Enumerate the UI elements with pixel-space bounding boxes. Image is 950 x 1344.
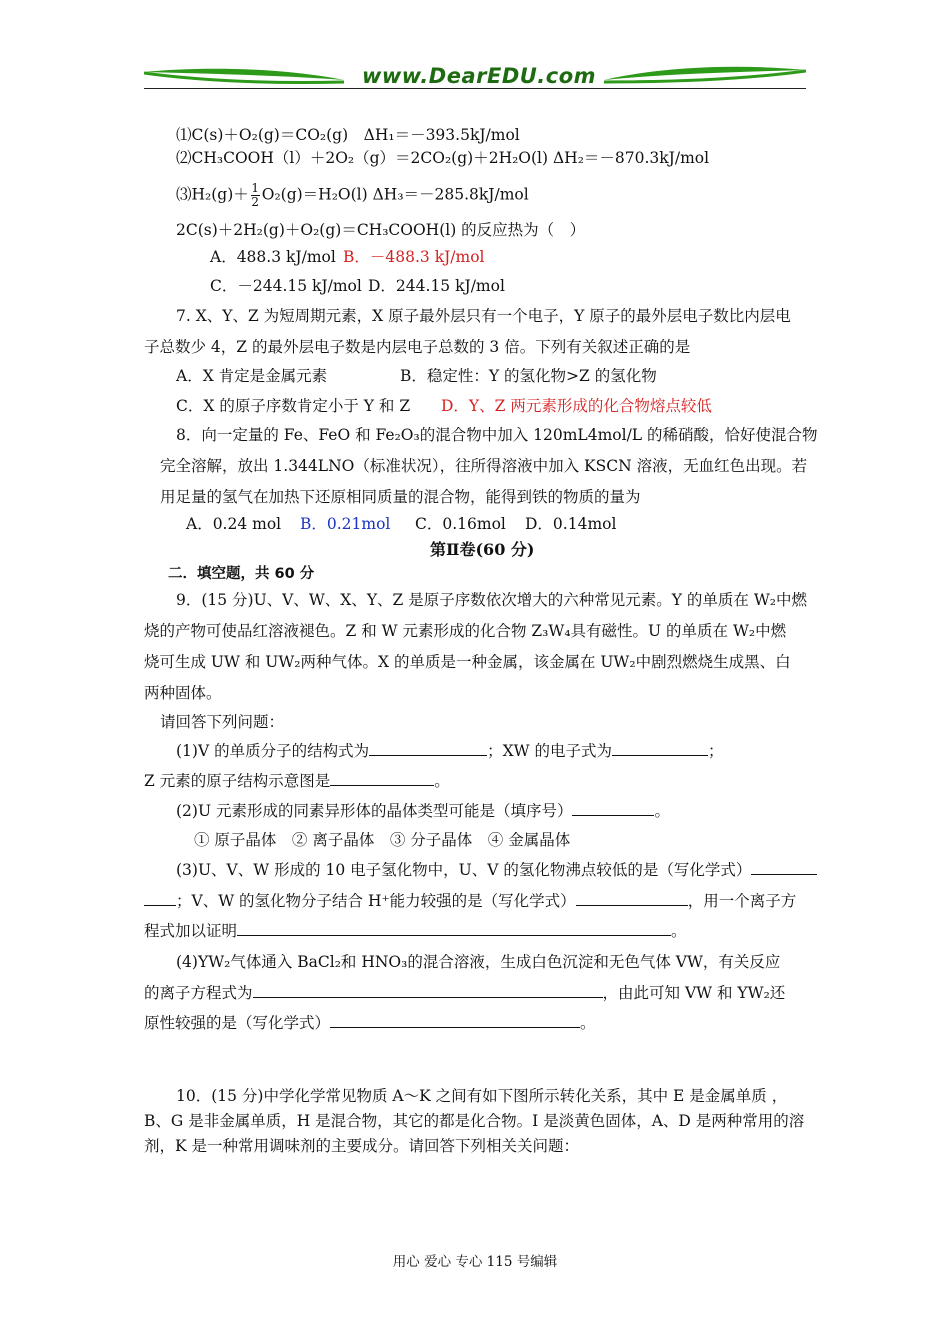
q6-equation-1: ⑴C(s)＋O₂(g)＝CO₂(g) ΔH₁＝－393.5kJ/mol [176, 126, 520, 144]
q7-option-d: D．Y、Z 两元素形成的化合物熔点较低 [441, 397, 712, 415]
q9-part-1-text-a: (1)V 的单质分子的结构式为 [176, 742, 370, 760]
answer-blank[interactable] [144, 890, 176, 906]
q9-part-3 [176, 859, 817, 881]
q6-option-d: D．244.15 kJ/mol [368, 277, 505, 295]
q10-line-3: 剂，K 是一种常用调味剂的主要成分。请回答下列相关关问题： [144, 1137, 580, 1155]
answer-blank[interactable] [253, 982, 603, 998]
q8-option-d: D．0.14mol [525, 515, 617, 533]
q7-line-1: 7. X、Y、Z 为短周期元素，X 原子最外层只有一个电子，Y 原子的最外层电子数比内层电 [176, 307, 791, 325]
q7-option-b: B．稳定性：Y 的氢化物>Z 的氢化物 [400, 367, 657, 385]
q7-option-a: A．X 肯定是金属元素 [176, 367, 328, 385]
answer-blank[interactable] [576, 890, 688, 906]
q8-line-2: 完全溶解，放出 1.344LNO（标准状况），往所得溶液中加入 KSCN 溶液，无血红色出现。若 [160, 457, 808, 475]
fraction-one-half [251, 182, 260, 209]
q9-part-1-text-d: Z 元素的原子结构示意图是 [144, 772, 331, 790]
q8-line-3: 用足量的氢气在加热下还原相同质量的混合物，能得到铁的物质的量为 [160, 488, 641, 506]
q8-option-b: B．0.21mol [300, 515, 391, 533]
q9-line-3: 烧可生成 UW 和 UW₂两种气体。X 的单质是一种金属，该金属在 UW₂中剧烈燃烧生成黑、白 [144, 653, 791, 671]
q7-option-c: C．X 的原子序数肯定小于 Y 和 Z [176, 397, 411, 415]
q9-part-2-options: ① 原子晶体 ② 离子晶体 ③ 分子晶体 ④ 金属晶体 [194, 831, 571, 849]
q9-part-2-text-a: (2)U 元素形成的同素异形体的晶体类型可能是（填序号） [176, 802, 573, 820]
answer-blank[interactable] [330, 1012, 580, 1028]
q9-line-2: 烧的产物可使品红溶液褪色。Z 和 W 元素形成的化合物 Z₃W₄具有磁性。U 的单质在 W₂中燃 [144, 622, 787, 640]
q6-equation-2: ⑵CH₃COOH（l）＋2O₂（g）＝2CO₂(g)＋2H₂O(l) ΔH₂＝－870.3kJ/mol [176, 149, 710, 167]
q6-equation-3 [176, 182, 529, 209]
answer-blank[interactable] [572, 800, 654, 816]
brand-logo-text: www.DearEDU.com [361, 64, 597, 88]
q8-option-a: A．0.24 mol [186, 515, 282, 533]
answer-blank[interactable] [751, 859, 817, 875]
answer-blank[interactable] [369, 740, 487, 756]
q8-option-c: C．0.16mol [415, 515, 506, 533]
section-2-heading: 二．填空题，共 60 分 [168, 566, 315, 582]
q8-line-1: 8．向一定量的 Fe、FeO 和 Fe₂O₃的混合物中加入 120mL4mol/L 的稀硝酸，恰好使混合物 [176, 426, 818, 444]
answer-blank[interactable] [330, 770, 434, 786]
answer-blank[interactable] [237, 920, 671, 936]
q6-stem: 2C(s)＋2H₂(g)＋O₂(g)＝CH₃COOH(l) 的反应热为（ ） [176, 221, 586, 239]
q9-part-1 [176, 740, 724, 762]
q9-part-1-line-2 [144, 770, 450, 792]
page-footer: 用心 爱心 专心 115 号编辑 [392, 1254, 558, 1270]
q10-line-1: 10．(15 分)中学化学常见物质 A～K 之间有如下图所示转化关系，其中 E 是金属单质 ， [176, 1087, 788, 1105]
q9-part-4-line-3 [144, 1012, 596, 1034]
q9-part-3-text-b: ；V、W 的氢化物分子结合 H⁺能力较强的是（写化学式） [176, 892, 576, 910]
q9-line-1: 9．(15 分)U、V、W、X、Y、Z 是原子序数依次增大的六种常见元素。Y 的单质在 W₂中燃 [176, 591, 807, 609]
q9-part-2 [176, 800, 670, 822]
q6-equation-3-part-a: ⑶H₂(g)＋ [176, 185, 249, 204]
q9-part-2-text-b: 。 [654, 802, 670, 820]
q6-option-b: B．－488.3 kJ/mol [343, 248, 485, 266]
q9-prompt: 请回答下列问题： [160, 713, 285, 731]
q9-part-1-text-c: ； [707, 742, 724, 760]
q9-part-4: (4)YW₂气体通入 BaCl₂和 HNO₃的混合溶液，生成白色沉淀和无色气体 VW，有关反应 [176, 953, 781, 971]
q9-part-4-text-c: ，由此可知 VW 和 YW₂还 [602, 984, 786, 1002]
q6-option-a: A．488.3 kJ/mol [210, 248, 336, 266]
q9-part-4-text-d: 原性较强的是（写化学式） [144, 1014, 331, 1032]
fraction-numerator: 1 [251, 181, 260, 195]
q9-part-1-text-b: ；XW 的电子式为 [487, 742, 612, 760]
q6-option-c: C．－244.15 kJ/mol [210, 277, 362, 295]
section-2-title: 第Ⅱ卷(60 分) [430, 540, 535, 559]
q9-part-3-text-a: (3)U、V、W 形成的 10 电子氢化物中，U、V 的氢化物沸点较低的是（写化学式） [176, 861, 752, 879]
q9-part-1-text-e: 。 [434, 772, 450, 790]
q7-line-2: 子总数少 4，Z 的最外层电子数是内层电子总数的 3 倍。下列有关叙述正确的是 [144, 338, 691, 356]
header-rule [144, 88, 806, 89]
q9-part-3-line-2 [144, 890, 796, 912]
q6-equation-3-part-b: O₂(g)＝H₂O(l) ΔH₃＝－285.8kJ/mol [261, 185, 529, 204]
answer-blank[interactable] [612, 740, 708, 756]
q9-part-4-text-b: 的离子方程式为 [144, 984, 253, 1002]
q9-line-4: 两种固体。 [144, 684, 222, 702]
q9-part-3-text-d: 程式加以证明 [144, 922, 238, 940]
q9-part-4-line-2 [144, 982, 785, 1004]
q9-part-3-line-3 [144, 920, 687, 942]
q9-part-3-text-c: ，用一个离子方 [687, 892, 797, 910]
q9-part-4-text-e: 。 [580, 1014, 596, 1032]
q10-line-2: B、G 是非金属单质，H 是混合物，其它的都是化合物。I 是淡黄色固体，A、D 是两种常用的溶 [144, 1112, 805, 1130]
q9-part-3-text-e: 。 [671, 922, 687, 940]
fraction-denominator: 2 [251, 195, 260, 209]
